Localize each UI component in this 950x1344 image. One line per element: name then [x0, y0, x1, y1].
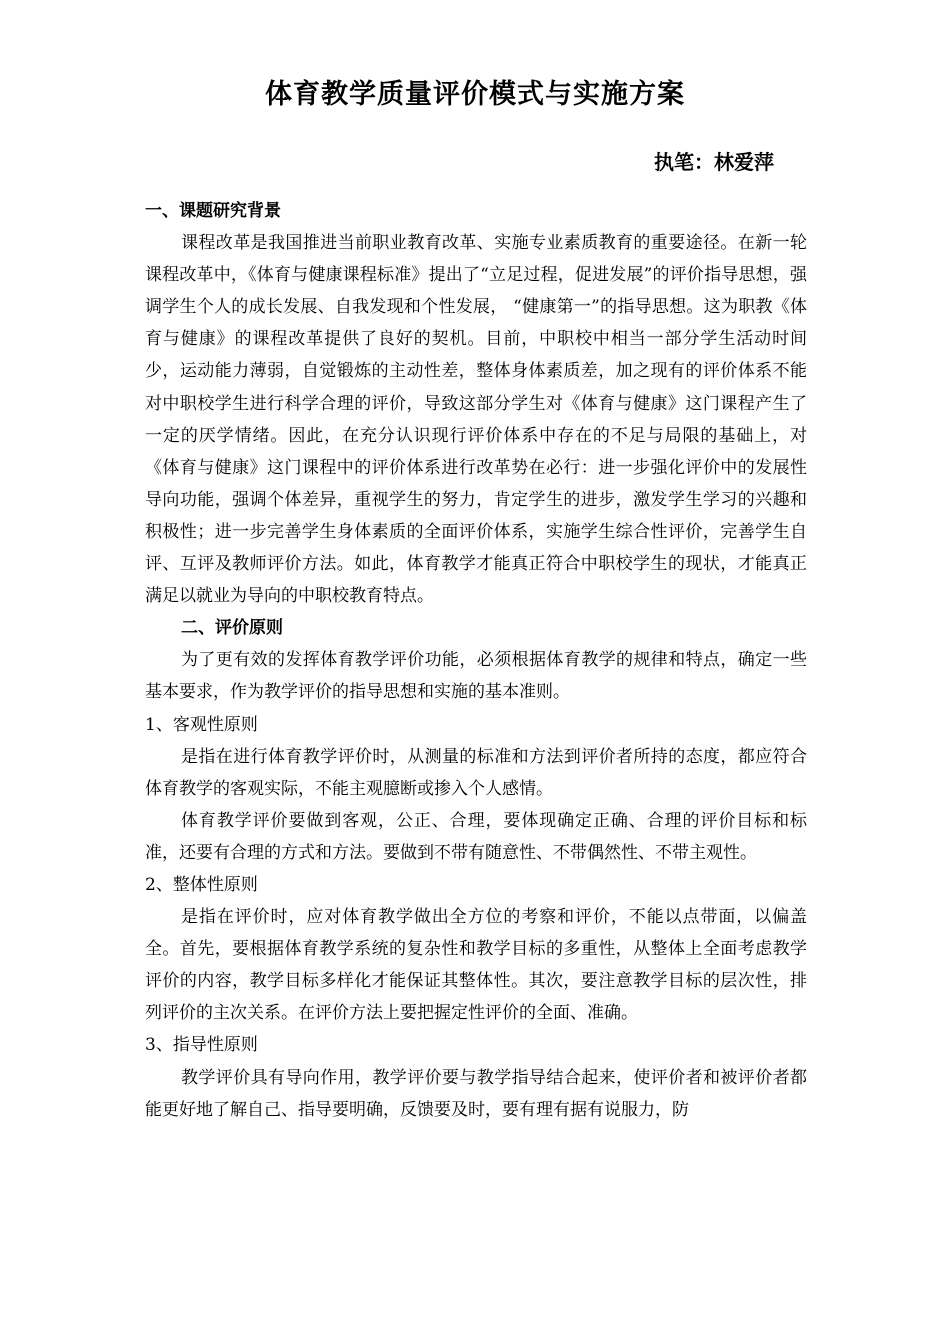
paragraph-integrity: 是指在评价时，应对体育教学做出全方位的考察和评价，不能以点带面，以偏盖全。首先，要根据体育教学系统的复杂性和教学目标的多重性，从整体上全面考虑教学评价的内容，教学目标多样化才能保证其整体性。其次，要注意教学目标的层次性，排列评价的主次关系。在评价方法上要把握定性评价的全面、准确。 [145, 907, 807, 1024]
paragraph-objectivity-2: 体育教学评价要做到客观，公正、合理，要体现确定正确、合理的评价目标和标准，还要有合理的方式和方法。要做到不带有随意性、不带偶然性、不带主观性。 [145, 810, 807, 863]
paragraph-principles-intro: 为了更有效的发挥体育教学评价功能，必须根据体育教学的规律和特点，确定一些基本要求，作为教学评价的指导思想和实施的基本准则。 [145, 650, 807, 703]
paragraph-guidance: 教学评价具有导向作用，教学评价要与教学指导结合起来，使评价者和被评价者都能更好地了解自己、指导要明确，反馈要及时，要有理有据有说服力，防 [145, 1067, 807, 1120]
section-heading-principles: 二、评价原则 [181, 618, 283, 639]
document-body [145, 195, 807, 1126]
document-title: 体育教学质量评价模式与实施方案 [265, 79, 685, 110]
subheading-integrity: 2、整体性原则 [145, 874, 258, 895]
paragraph-objectivity-1: 是指在进行体育教学评价时，从测量的标准和方法到评价者所持的态度，都应符合体育教学的客观实际，不能主观臆断或掺入个人感情。 [145, 746, 807, 799]
subheading-guidance: 3、指导性原则 [145, 1035, 258, 1056]
subheading-objectivity: 1、客观性原则 [145, 714, 258, 735]
paragraph-background: 课程改革是我国推进当前职业教育改革、实施专业素质教育的重要途径。在新一轮课程改革中，《体育与健康课程标准》提出了“立足过程，促进发展”的评价指导思想，强调学生个人的成长发展、自我发现和个性发展， “健康第一”的指导思想。这为职教《体育与健康》的课程改革提供了良好的契机。目前，中职校中相当一部分学生活动时间少，运动能力薄弱，自觉锻炼的主动性差，整体身体素质差，加之现有的评价体系不能对中职校学生进行科学合理的评价，导致这部分学生对《体育与健康》这门课程产生了一定的厌学情绪。因此，在充分认识现行评价体系中存在的不足与局限的基础上，对《体育与健康》这门课程中的评价体系进行改革势在必行：进一步强化评价中的发展性导向功能，强调个体差异，重视学生的努力，肯定学生的进步，激发学生学习的兴趣和积极性；进一步完善学生身体素质的全面评价体系，实施学生综合性评价，完善学生自评、互评及教师评价方法。如此，体育教学才能真正符合中职校学生的现状，才能真正满足以就业为导向的中职校教育特点。 [145, 233, 807, 607]
section-heading-background: 一、课题研究背景 [145, 201, 281, 221]
author-line: 执笔：林爱萍 [654, 150, 774, 174]
